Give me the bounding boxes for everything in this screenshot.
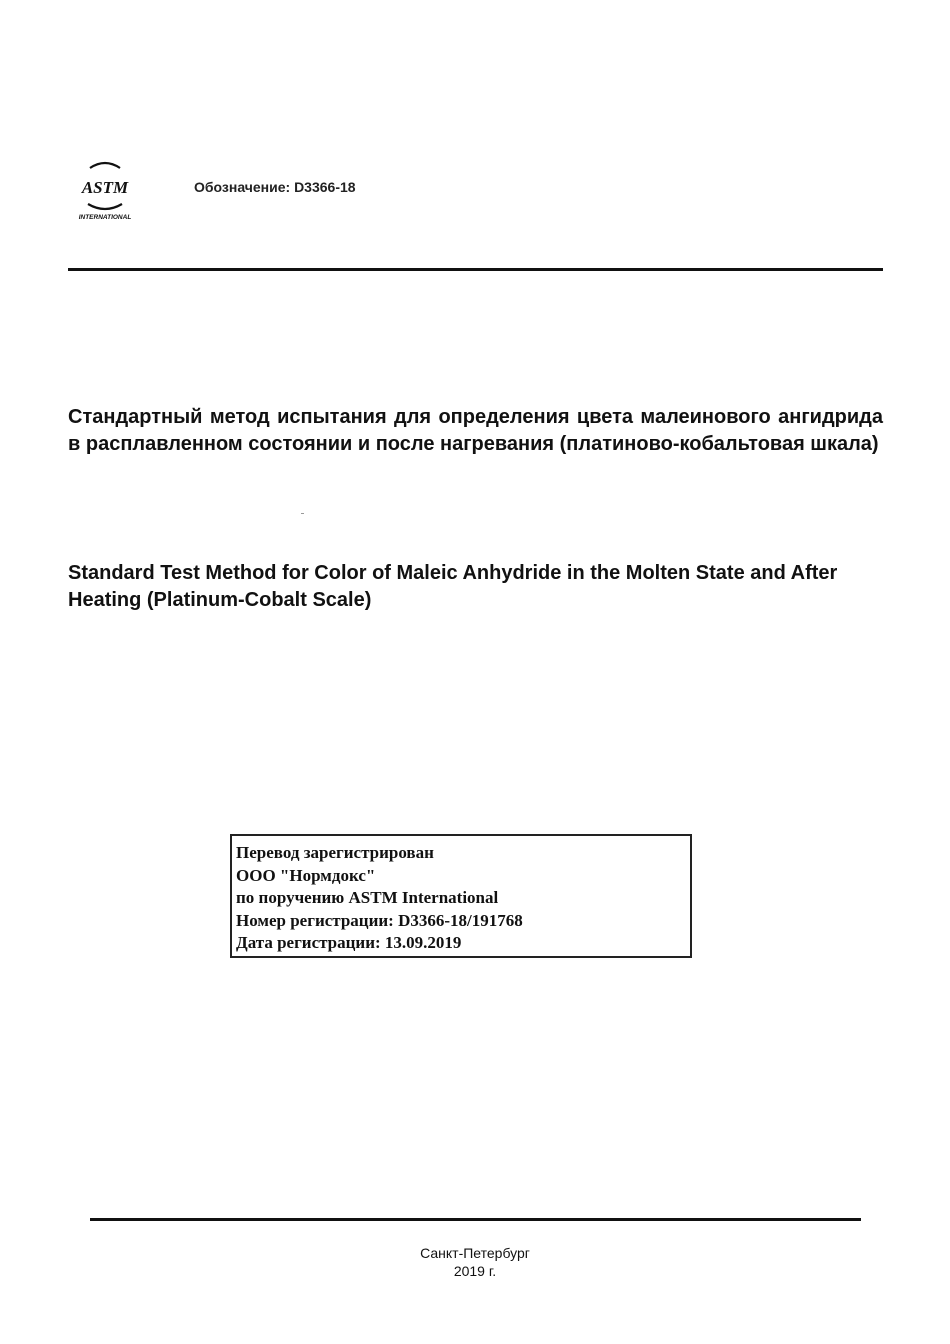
astm-logo: [78, 160, 132, 224]
logo-subtext: INTERNATIONAL: [78, 214, 132, 221]
registration-date: Дата регистрации: 13.09.2019: [236, 933, 462, 952]
registration-box: [230, 834, 692, 958]
registration-number: Номер регистрации: D3366-18/191768: [236, 910, 523, 930]
astm-logo-icon: [78, 160, 132, 224]
title-english: Standard Test Method for Color of Maleic Anhydride in the Molten State and After Heating (Platinum-Cobalt Scale): [68, 562, 838, 611]
footer: [0, 1244, 950, 1280]
registration-line: Перевод зарегистрирован: [236, 843, 434, 862]
designation: Обозначение: D3366-18: [194, 179, 356, 195]
registration-line: по поручению ASTM International: [236, 888, 499, 907]
top-divider: [68, 268, 883, 271]
logo-mark: ASTM: [81, 178, 129, 197]
bottom-divider: [90, 1218, 861, 1221]
title-russian: Стандартный метод испытания для определения цвета малеинового ангидрида в расплавленном состоянии и после нагревания (платиново-кобальтовая шкала): [68, 406, 883, 455]
footer-year: 2019 г.: [453, 1263, 497, 1279]
registration-line: ООО "Нормдокс": [236, 865, 376, 885]
footer-city: Санкт-Петербург: [420, 1245, 530, 1261]
scan-mark: [301, 513, 304, 514]
